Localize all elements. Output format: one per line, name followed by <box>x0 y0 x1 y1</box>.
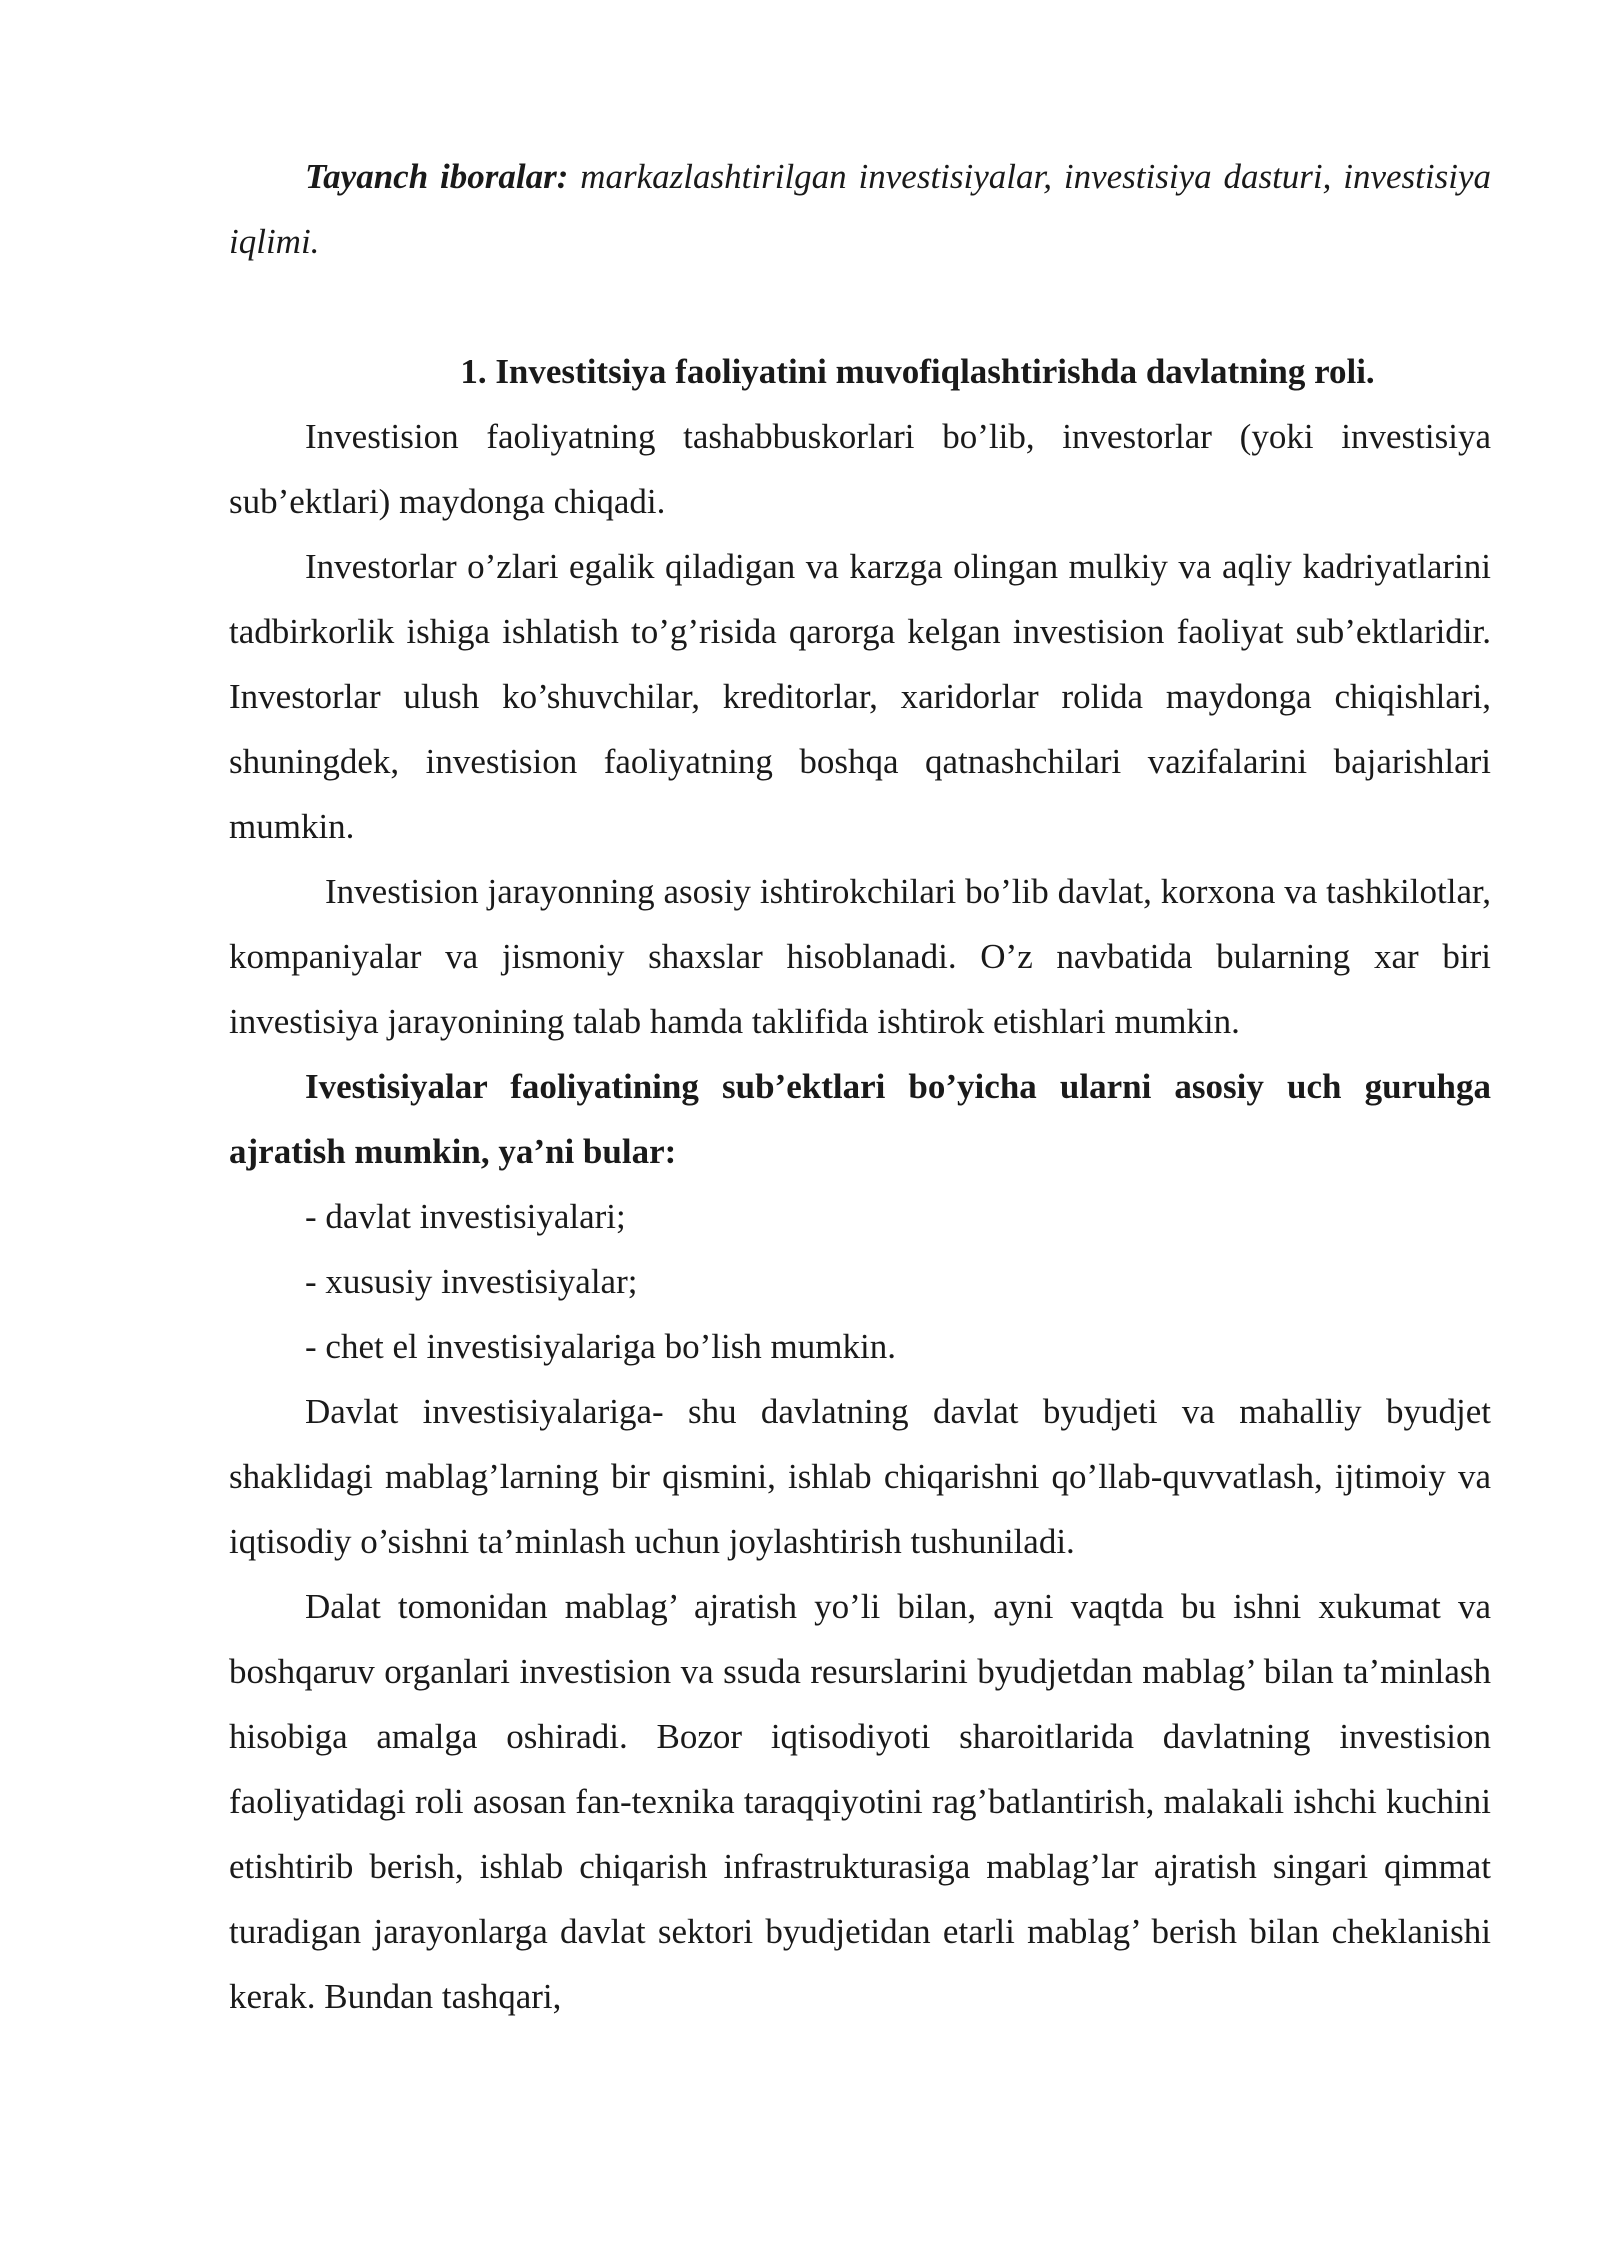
paragraph-main-participants: Investision jarayonning asosiy ishtirokchilari bo’lib davlat, korxona va tashkilotlar, kompaniyalar va jismoniy shaxslar hisoblanadi. O’z navbatida bularning xar biri investisiya jarayonining talab hamda taklifida ishtirok etishlari mumkin. <box>229 872 1491 1041</box>
list-item: - davlat investisiyalari; <box>305 1197 626 1236</box>
paragraph-investors-definition: Investorlar o’zlari egalik qiladigan va karzga olingan mulkiy va aqliy kadriyatlarini tadbirkorlik ishiga ishlatish to’g’risida qarorga kelgan investision faoliyat sub’ektlaridir. Investorlar ulush ko’shuvchilar, kreditorlar, xaridorlar rolida maydonga chiqishlari, shuningdek, investision faoliyatning boshqa qatnashchilari vazifalarini bajarishlari mumkin. <box>229 547 1491 846</box>
section-heading: 1. Investitsiya faoliyatini muvofiqlashtirishda davlatning roli. <box>460 352 1375 391</box>
paragraph-state-funding: Dalat tomonidan mablag’ ajratish yo’li bilan, ayni vaqtda bu ishni xukumat va boshqaruv organlari investision va ssuda resurslarini byudjetdan mablag’ bilan ta’minlash hisobiga amalga oshiradi. Bozor iqtisodiyoti sharoitlarida davlatning investision faoliyatidagi roli asosan fan-texnika taraqqiyotini rag’batlantirish, malakali ishchi kuchini etishtirib berish, ishlab chiqarish infrastrukturasiga mablag’lar ajratish singari qimmat turadigan jarayonlarga davlat sektori byudjetidan etarli mablag’ berish bilan cheklanishi kerak. Bundan tashqari, <box>229 1587 1491 2016</box>
list-item: - xususiy investisiyalar; <box>305 1262 638 1301</box>
keywords-text: markazlashtirilgan investisiyalar, investisiya dasturi, investisiya iqlimi. <box>229 157 1492 261</box>
document-page <box>229 144 1491 2029</box>
keywords-label: Tayanch iboralar: <box>305 157 569 196</box>
bold-paragraph-three-groups: Ivestisiyalar faoliyatining sub’ektlari bo’yicha ularni asosiy uch guruhga ajratish mumkin, ya’ni bular: <box>229 1067 1491 1171</box>
paragraph-state-investments: Davlat investisiyalariga- shu davlatning davlat byudjeti va mahalliy byudjet shaklidagi mablag’larning bir qismini, ishlab chiqarishni qo’llab-quvvatlash, ijtimoiy va iqtisodiy o’sishni ta’minlash uchun joylashtirish tushuniladi. <box>229 1392 1491 1561</box>
keywords-paragraph <box>229 144 1491 274</box>
list-item: - chet el investisiyalariga bo’lish mumkin. <box>305 1327 896 1366</box>
paragraph-investors-initiators: Investision faoliyatning tashabbuskorlari bo’lib, investorlar (yoki investisiya sub’ektlari) maydonga chiqadi. <box>229 417 1491 521</box>
